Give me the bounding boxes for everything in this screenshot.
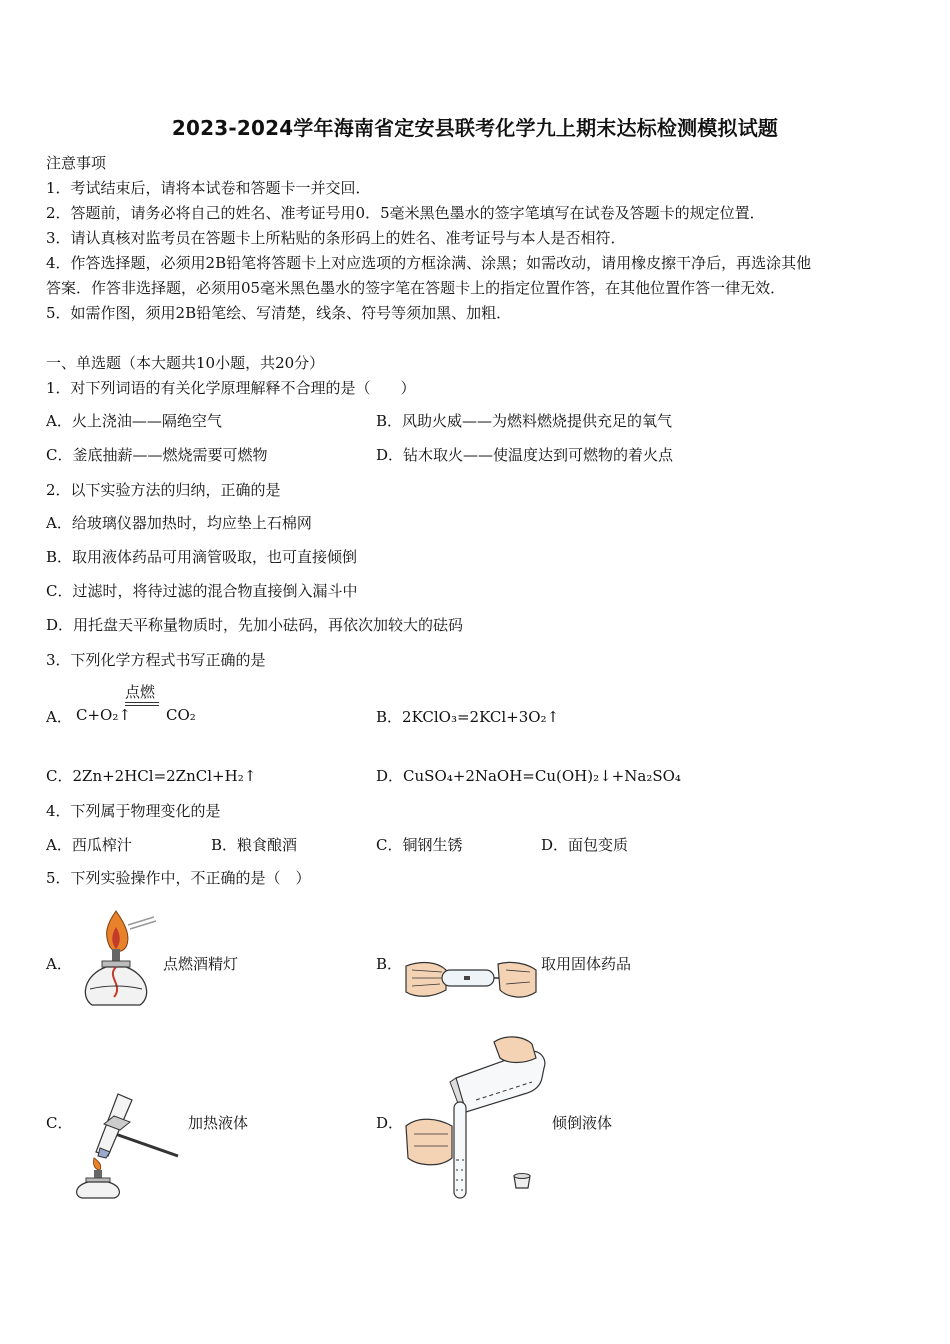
q5-option-b-label: B．: [376, 955, 403, 973]
question-3-stem: 3．下列化学方程式书写正确的是: [46, 651, 266, 669]
question-4-stem: 4．下列属于物理变化的是: [46, 802, 221, 820]
notice-item: 2．答题前，请务必将自己的姓名、准考证号用0．5毫米黑色墨水的签字笔填写在试卷及答题卡的规定位置．: [46, 204, 765, 222]
q3-option-c: C．2Zn+2HCl=2ZnCl+H₂↑: [46, 767, 257, 785]
q5-option-d-label: D．: [376, 1114, 404, 1132]
q5-option-a-caption: 点燃酒精灯: [163, 955, 239, 973]
solid-reagent-illustration: [402, 950, 540, 1012]
question-2-stem: 2．以下实验方法的归纳，正确的是: [46, 481, 281, 499]
notice-item: 4．作答选择题，必须用2B铅笔将答题卡上对应选项的方框涂满、涂黑；如需改动，请用橡皮擦干净后，再选涂其他: [46, 254, 812, 272]
question-5-stem: 5．下列实验操作中，不正确的是（ ）: [46, 869, 311, 887]
q4-option-d: D．面包变质: [541, 836, 629, 854]
q4-option-b: B．粮食酿酒: [211, 836, 298, 854]
notice-heading: 注意事项: [46, 154, 107, 172]
q3-option-a-product: CO₂: [166, 706, 196, 724]
q1-option-c: C．釜底抽薪——燃烧需要可燃物: [46, 446, 268, 464]
notice-item: 1．考试结束后，请将本试卷和答题卡一并交回．: [46, 179, 371, 197]
equation-bar: [125, 702, 159, 703]
q5-option-b-caption: 取用固体药品: [541, 955, 632, 973]
q1-option-d: D．钻木取火——使温度达到可燃物的着火点: [376, 446, 674, 464]
notice-item: 5．如需作图，须用2B铅笔绘、写清楚，线条、符号等须加黑、加粗．: [46, 304, 512, 322]
equation-bar: [125, 705, 159, 706]
q2-option-b: B．取用液体药品可用滴管吸取，也可直接倾倒: [46, 548, 358, 566]
section-heading: 一、单选题（本大题共10小题，共20分）: [46, 354, 325, 372]
q3-option-d: D．CuSO₄+2NaOH=Cu(OH)₂↓+Na₂SO₄: [376, 767, 681, 785]
question-1-stem: 1．对下列词语的有关化学原理解释不合理的是（ ）: [46, 379, 416, 397]
q5-option-c-label: C．: [46, 1114, 73, 1132]
notice-item: 答案．作答非选择题，必须用05毫米黑色墨水的签字笔在答题卡上的指定位置作答，在其他位置作答一律无效．: [46, 279, 786, 297]
q3-reaction-condition: 点燃: [125, 683, 156, 701]
notice-item: 3．请认真核对监考员在答题卡上所粘贴的条形码上的姓名、准考证号与本人是否相符．: [46, 229, 626, 247]
q1-option-a: A．火上浇油——隔绝空气: [46, 412, 222, 430]
heating-liquid-illustration: [74, 1090, 186, 1200]
q2-option-c: C．过滤时，将待过滤的混合物直接倒入漏斗中: [46, 582, 358, 600]
alcohol-lamp-lighting-illustration: [76, 905, 158, 1010]
q5-option-c-caption: 加热液体: [188, 1114, 249, 1132]
pouring-liquid-illustration: [404, 1030, 550, 1200]
q3-option-a-label: A．: [46, 708, 72, 726]
q1-option-b: B．风助火威——为燃料燃烧提供充足的氧气: [376, 412, 673, 430]
q4-option-a: A．西瓜榨汁: [46, 836, 132, 854]
q2-option-a: A．给玻璃仪器加热时，均应垫上石棉网: [46, 514, 312, 532]
page-title: 2023-2024学年海南省定安县联考化学九上期末达标检测模拟试题: [171, 116, 779, 140]
q5-option-a-label: A．: [46, 955, 72, 973]
q3-option-b: B．2KClO₃=2KCl+3O₂↑: [376, 708, 560, 726]
q3-option-a-reactants: C+O₂↑: [76, 706, 131, 724]
q4-option-c: C．铜钢生锈: [376, 836, 463, 854]
q5-option-d-caption: 倾倒液体: [552, 1114, 613, 1132]
q2-option-d: D．用托盘天平称量物质时，先加小砝码，再依次加较大的砝码: [46, 616, 464, 634]
